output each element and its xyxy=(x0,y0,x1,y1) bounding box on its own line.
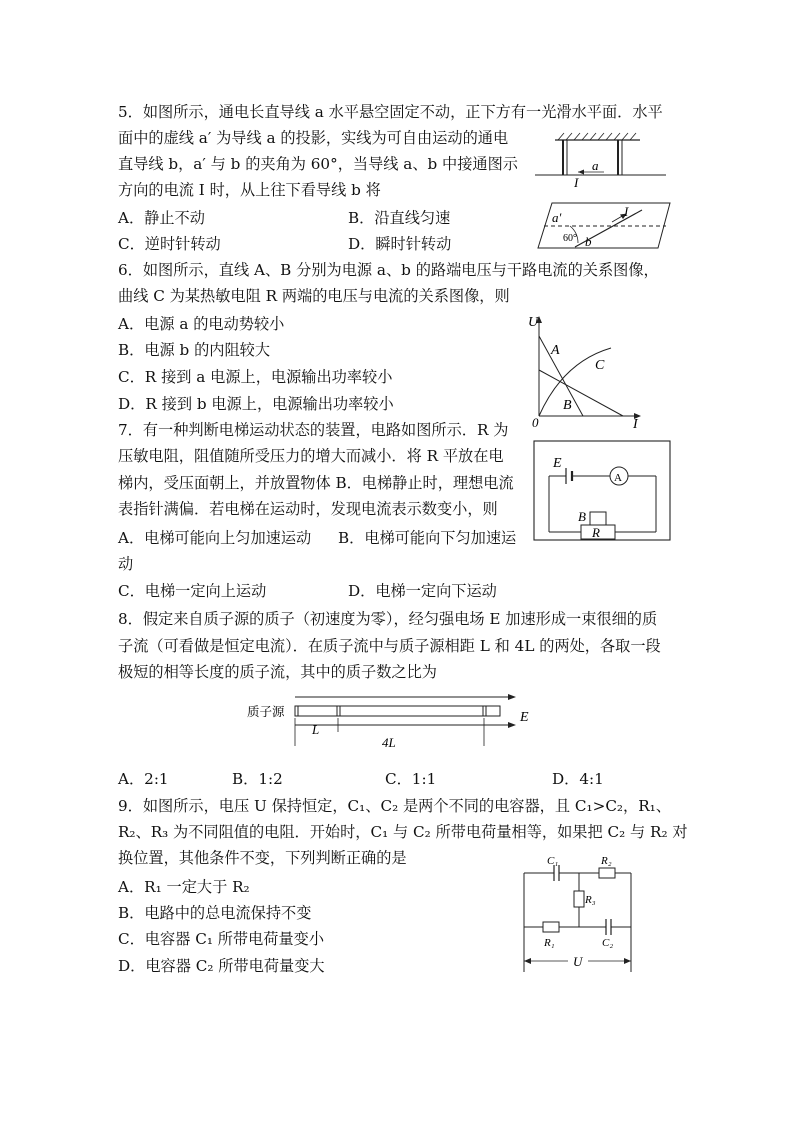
q7-line-3: 梯内，受压面朝上，并放置物体 B．电梯静止时，理想电流 xyxy=(118,474,514,492)
q5-option-c: C．逆时针转动 xyxy=(118,235,221,253)
q5-line-2: 面中的虚线 a′ 为导线 a 的投影，实线为可自由运动的通电 xyxy=(118,129,509,147)
q6-label-b: B xyxy=(563,398,572,413)
q7-line-4: 表指针满偏．若电梯在运动时，发现电流表示数变小，则 xyxy=(118,500,498,518)
q5-label-i-bottom: I xyxy=(624,204,629,219)
q9-label-r3: R₃ xyxy=(585,894,596,906)
q9-label-r2: R₂ xyxy=(601,855,612,867)
q8-label-e: E xyxy=(520,710,529,725)
q8-option-a: A．2:1 xyxy=(118,770,169,788)
q5-label-a-prime: a′ xyxy=(552,210,562,225)
q8-line-2: 子流（可看做是恒定电流）．在质子流中与质子源相距 L 和 4L 的两处，各取一段 xyxy=(118,637,661,655)
q5-option-d: D．瞬时针转动 xyxy=(348,235,452,253)
q6-line-2: 曲线 C 为某热敏电阻 R 两端的电压与电流的关系图像，则 xyxy=(118,287,510,305)
q7-option-a: A．电梯可能向上匀加速运动 xyxy=(118,529,312,547)
q9-option-c: C．电容器 C₁ 所带电荷量变小 xyxy=(118,930,325,948)
q9-label-u: U xyxy=(573,954,583,969)
q7-circuit-figure xyxy=(533,440,673,542)
q8-option-d: D．4:1 xyxy=(552,770,604,788)
q8-option-b: B．1:2 xyxy=(232,770,283,788)
q5-option-b: B．沿直线匀速 xyxy=(348,209,451,227)
q6-axis-u: U xyxy=(528,315,539,330)
q9-circuit-figure xyxy=(516,852,646,978)
q5-label-i-top: I xyxy=(574,175,579,190)
q7-option-b-wrap: 动 xyxy=(118,555,134,573)
q6-option-a: A．电源 a 的电动势较小 xyxy=(118,315,285,333)
q6-option-c: C．R 接到 a 电源上，电源输出功率较小 xyxy=(118,368,393,386)
q6-option-b: B．电源 b 的内阻较大 xyxy=(118,341,271,359)
q9-option-d: D．电容器 C₂ 所带电荷量变大 xyxy=(118,957,325,975)
q5-line-1: 5．如图所示，通电长直导线 a 水平悬空固定不动，正下方有一光滑水平面．水平 xyxy=(118,103,663,121)
q8-line-1: 8．假定来自质子源的质子（初速度为零），经匀强电场 E 加速形成一束很细的质 xyxy=(118,610,658,628)
q5-label-b: b xyxy=(585,234,592,249)
q6-option-d: D．R 接到 b 电源上，电源输出功率较小 xyxy=(118,395,394,413)
q7-option-d: D．电梯一定向下运动 xyxy=(348,582,497,600)
q6-ui-graph xyxy=(525,312,655,430)
q9-option-b: B．电路中的总电流保持不变 xyxy=(118,904,312,922)
q6-label-c: C xyxy=(595,358,605,373)
q7-line-2: 压敏电阻，阻值随所受压力的增大而减小．将 R 平放在电 xyxy=(118,447,504,465)
q8-label-l: L xyxy=(312,722,320,737)
q7-option-c: C．电梯一定向上运动 xyxy=(118,582,267,600)
q7-label-e: E xyxy=(553,456,562,471)
q8-proton-beam-figure xyxy=(240,690,540,750)
q7-label-b: B xyxy=(578,509,586,524)
q8-label-4l: 4L xyxy=(382,735,396,750)
q9-line-2: R₂、R₃ 为不同阻值的电阻．开始时，C₁ 与 C₂ 所带电荷量相等，如果把 C₂ 与 R₂ 对 xyxy=(118,823,688,841)
q5-label-angle: 60° xyxy=(563,233,577,244)
q9-line-3: 换位置，其他条件不变，下列判断正确的是 xyxy=(118,849,407,867)
q5-label-a: a xyxy=(592,158,599,173)
q6-line-1: 6．如图所示，直线 A、B 分别为电源 a、b 的路端电压与干路电流的关系图像， xyxy=(118,261,659,279)
q9-option-a: A．R₁ 一定大于 R₂ xyxy=(118,878,250,896)
q6-origin: 0 xyxy=(532,415,539,430)
q7-label-r: R xyxy=(592,525,600,540)
q9-label-r1: R₁ xyxy=(544,937,555,949)
q5-wire-figure xyxy=(530,130,675,252)
q7-line-1: 7．有一种判断电梯运动状态的装置，电路如图所示．R 为 xyxy=(118,421,509,439)
q8-line-3: 极短的相等长度的质子流，其中的质子数之比为 xyxy=(118,663,437,681)
q6-label-a: A xyxy=(551,343,560,358)
q8-option-c: C．1:1 xyxy=(385,770,437,788)
q6-axis-i: I xyxy=(633,417,638,430)
q7-option-b: B．电梯可能向下匀加速运 xyxy=(338,529,517,547)
q5-line-3: 直导线 b，a′ 与 b 的夹角为 60°，当导线 a、b 中接通图示 xyxy=(118,155,518,173)
q7-ammeter-label: A xyxy=(614,472,622,484)
q5-option-a: A．静止不动 xyxy=(118,209,205,227)
q9-label-c2: C₂ xyxy=(602,937,614,949)
q8-source-label: 质子源 xyxy=(247,705,285,719)
q9-line-1: 9．如图所示，电压 U 保持恒定，C₁、C₂ 是两个不同的电容器，且 C₁>C₂，R₁、 xyxy=(118,797,671,815)
q5-line-4: 方向的电流 I 时，从上往下看导线 b 将 xyxy=(118,181,381,199)
q9-label-c1: C₁ xyxy=(547,855,559,867)
